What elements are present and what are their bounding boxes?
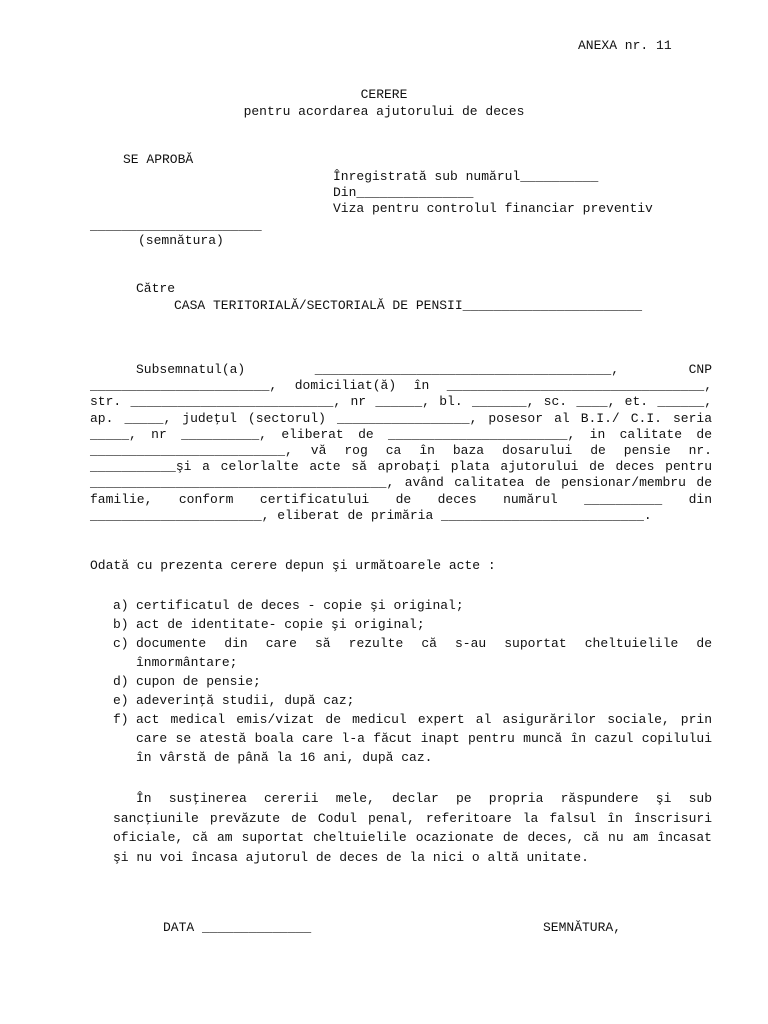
documents-list <box>113 596 712 767</box>
list-item <box>113 691 712 710</box>
list-item-text: adeverinţă studii, după caz; <box>136 693 355 708</box>
list-item-text: certificatul de deces - copie şi original; <box>136 598 464 613</box>
declaration-paragraph <box>113 789 712 867</box>
list-item <box>113 710 712 767</box>
addressee-institution: CASA TERITORIALĂ/SECTORIALĂ DE PENSII_______________________ <box>174 298 643 313</box>
declaration-text: În susţinerea cererii mele, declar pe propria răspundere şi sub sancţiunile prevăzute de Codul penal, referitoare la falsul în înscrisuri oficiale, că am suportat cheltuielile ocazionate de deces, că nu am încasat şi nu voi încasa ajutorul de deces de la nici o altă unitate. <box>113 791 712 865</box>
list-item-label: e) <box>113 693 129 708</box>
list-item-label: c) <box>113 636 129 651</box>
document-title: CERERE <box>360 87 408 102</box>
registration-number-line: Înregistrată sub numărul__________ <box>333 169 599 184</box>
list-item-text: act medical emis/vizat de medicul expert al asigurărilor sociale, prin care se atestă boala care l-a făcut inapt pentru muncă în cazul copilului în vârstă de până la 16 ani, după caz. <box>136 712 712 765</box>
document-subtitle: pentru acordarea ajutorului de deces <box>243 104 525 119</box>
documents-intro: Odată cu prezenta cerere depun şi următoarele acte : <box>90 558 496 573</box>
annex-number: ANEXA nr. 11 <box>578 38 672 53</box>
request-paragraph <box>90 362 712 524</box>
request-text: Subsemnatul(a) ______________________________________, CNP _______________________, domiciliat(ă) în _________________________________, str. __________________________, nr ______, bl. _______, sc. ____, et. ______, ap. _____, judeţul (sectorul) _________________, posesor al B.I./ C.I. seria _____, nr __________, eliberat de _______________________, in calitate de _________________________, vă rog ca în baza dosarului de pensie nr. ___________şi a celorlalte acte să aprobaţi plata ajutorului de deces pentru ______________________________________, având calitatea de pensionar/membru de familie, conform certificatului de deces numărul __________ din ______________________, eliberat de primăria __________________________. <box>90 362 712 523</box>
signature-label: SEMNĂTURA, <box>543 920 622 935</box>
list-item <box>113 615 712 634</box>
list-item-text: cupon de pensie; <box>136 674 261 689</box>
list-item-label: d) <box>113 674 129 689</box>
approval-signature-label: (semnătura) <box>138 233 224 248</box>
list-item <box>113 634 712 672</box>
date-field: DATA ______________ <box>163 920 312 935</box>
list-item-text: documente din care să rezulte că s-au suportat cheltuielile de înmormântare; <box>136 636 712 670</box>
list-item-label: b) <box>113 617 129 632</box>
list-item-text: act de identitate- copie şi original; <box>136 617 425 632</box>
list-item <box>113 672 712 691</box>
list-item <box>113 596 712 615</box>
approval-signature-line: ______________________ <box>90 218 262 233</box>
approval-label: SE APROBĂ <box>123 152 194 167</box>
financial-control-visa: Viza pentru controlul financiar preventiv <box>333 201 653 216</box>
list-item-label: a) <box>113 598 129 613</box>
list-item-label: f) <box>113 712 129 727</box>
addressee-to: Către <box>136 281 176 296</box>
registration-date-line: Din_______________ <box>333 185 474 200</box>
